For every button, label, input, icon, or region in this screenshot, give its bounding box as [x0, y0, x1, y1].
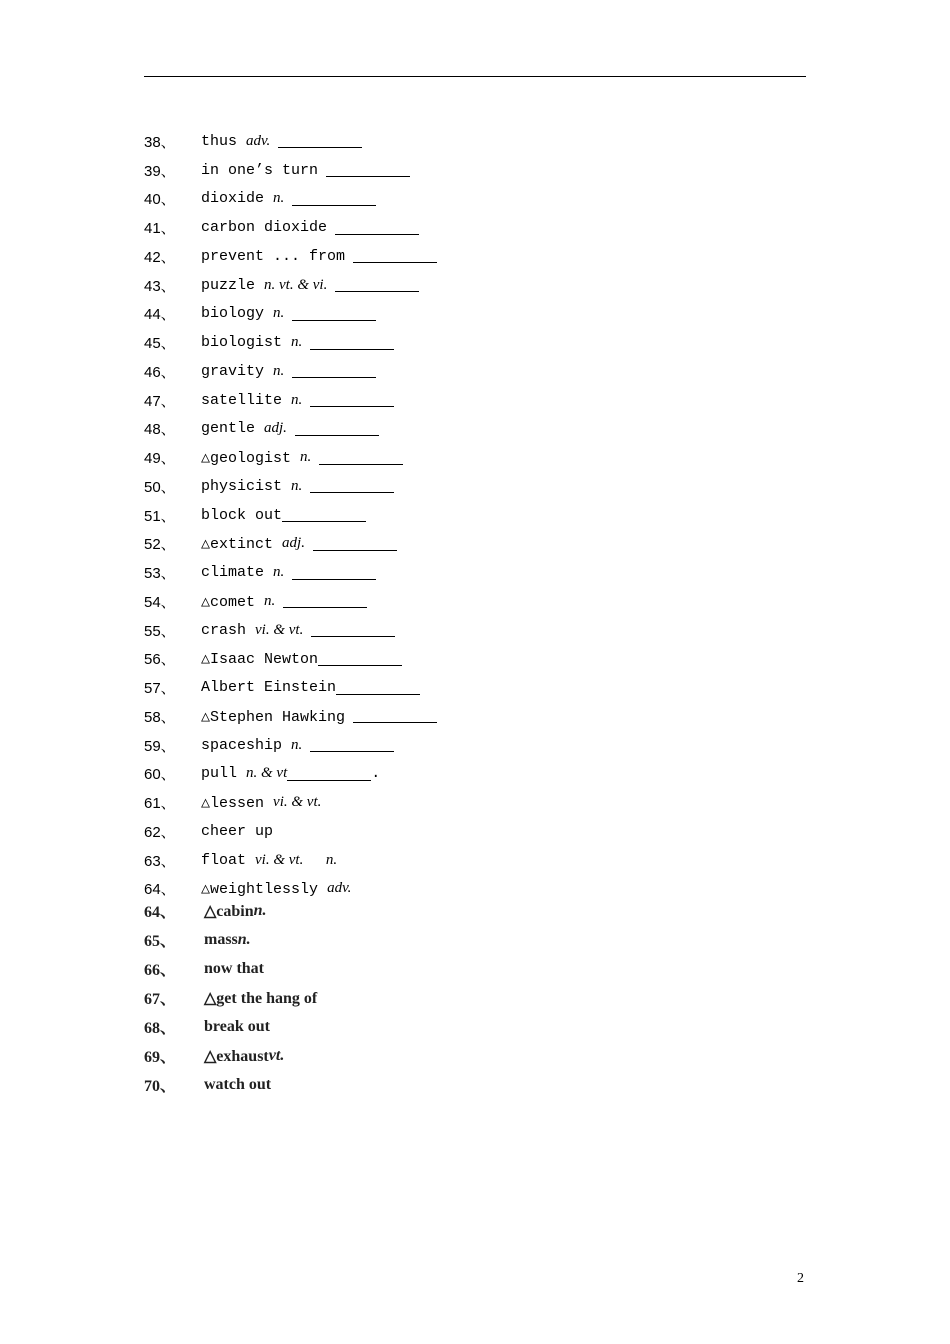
answer-blank[interactable] — [311, 623, 395, 637]
answer-blank[interactable] — [335, 278, 419, 292]
answer-blank[interactable] — [310, 738, 394, 752]
item-word: △weightlessly — [201, 881, 328, 899]
item-word: climate — [201, 564, 274, 582]
item-number: 56、 — [144, 651, 176, 669]
item-part-of-speech: adj. — [282, 535, 305, 552]
item-number: 58、 — [144, 708, 176, 726]
answer-blank[interactable] — [292, 192, 376, 206]
vocab-item — [144, 213, 784, 242]
answer-blank[interactable] — [310, 479, 394, 493]
item-number: 46、 — [144, 363, 176, 381]
item-number: 64、 — [144, 904, 177, 921]
header-rule — [144, 76, 806, 77]
item-number: 40、 — [144, 191, 176, 209]
answer-blank[interactable] — [292, 307, 376, 321]
item-word: gravity — [201, 362, 274, 380]
item-part-of-speech: n. — [291, 736, 303, 753]
vocab-item — [144, 817, 784, 846]
item-word: break out — [204, 1017, 270, 1035]
vocab-item — [144, 127, 784, 156]
item-word: △cabin — [204, 902, 254, 920]
answer-blank[interactable] — [282, 508, 366, 522]
vocab-item — [144, 673, 784, 702]
item-part-of-speech: adj. — [264, 420, 287, 437]
item-number: 53、 — [144, 565, 176, 583]
vocab-item — [144, 300, 784, 329]
answer-blank[interactable] — [295, 422, 379, 436]
item-part-of-speech: n. — [273, 190, 285, 207]
item-word: biology — [201, 305, 274, 323]
answer-blank[interactable] — [292, 566, 376, 580]
item-number: 69、 — [144, 1049, 177, 1066]
bold-vocab-item — [144, 1041, 784, 1070]
item-word: prevent ... from — [201, 247, 346, 265]
item-number: 43、 — [144, 277, 176, 295]
item-word: block out — [201, 506, 283, 524]
item-number: 61、 — [144, 795, 176, 813]
item-number: 47、 — [144, 392, 176, 410]
answer-blank[interactable] — [353, 249, 437, 263]
item-word: thus — [201, 132, 247, 150]
item-word: △extinct — [201, 536, 283, 554]
item-word: satellite — [201, 391, 292, 409]
vocab-item — [144, 271, 784, 300]
answer-blank[interactable] — [283, 594, 367, 608]
bold-vocab-item — [144, 896, 784, 925]
item-part-of-speech: n. — [291, 391, 303, 408]
vocab-item — [144, 760, 784, 789]
answer-blank[interactable] — [310, 393, 394, 407]
item-word: pull — [201, 765, 247, 783]
bold-vocab-item — [144, 1012, 784, 1041]
item-part-of-speech: n. — [264, 592, 276, 609]
item-number: 65、 — [144, 933, 177, 950]
vocab-item — [144, 242, 784, 271]
item-word: puzzle — [201, 276, 265, 294]
item-word: △lessen — [201, 795, 274, 813]
item-part-of-speech: n. — [273, 305, 285, 322]
item-part-of-speech: vi. & vt. — [273, 794, 322, 811]
answer-blank[interactable] — [326, 163, 410, 177]
vocab-item — [144, 472, 784, 501]
item-word: physicist — [201, 477, 292, 495]
answer-blank[interactable] — [292, 364, 376, 378]
item-number: 45、 — [144, 335, 176, 353]
answer-blank[interactable] — [335, 221, 419, 235]
item-number: 67、 — [144, 991, 177, 1008]
item-part-of-speech: vt. — [268, 1046, 285, 1064]
item-word: biologist — [201, 334, 292, 352]
vocab-item — [144, 415, 784, 444]
item-word: watch out — [204, 1075, 272, 1093]
item-word: △get the hang of — [204, 989, 318, 1007]
item-part-of-speech: n. — [237, 930, 251, 948]
item-word: △geologist — [201, 450, 301, 468]
item-part-of-speech: adv. — [327, 880, 352, 897]
item-number: 42、 — [144, 248, 176, 266]
item-word: carbon dioxide — [201, 219, 328, 237]
item-part-of-speech: adv. — [246, 132, 271, 149]
item-word: △Stephen Hawking — [201, 708, 346, 726]
vocab-item — [144, 558, 784, 587]
item-part-of-speech: n. — [253, 901, 267, 919]
item-number: 64、 — [144, 881, 176, 899]
item-part-of-speech: vi. & vt. n. — [255, 851, 338, 868]
item-number: 70、 — [144, 1078, 177, 1095]
item-word: in one’s turn — [201, 161, 319, 179]
page-number: 2 — [797, 1271, 804, 1286]
item-number: 41、 — [144, 220, 176, 238]
vocab-item — [144, 616, 784, 645]
vocab-item — [144, 587, 784, 616]
item-number: 49、 — [144, 450, 176, 468]
item-part-of-speech: n. vt. & vi. — [264, 276, 328, 293]
answer-blank[interactable] — [318, 652, 402, 666]
answer-blank[interactable] — [353, 709, 437, 723]
vocab-item — [144, 357, 784, 386]
item-word: float — [201, 851, 256, 869]
item-word: crash — [201, 621, 256, 639]
item-part-of-speech: n. — [300, 449, 312, 466]
item-number: 60、 — [144, 766, 176, 784]
item-word: △Isaac Newton — [201, 651, 319, 669]
item-number: 44、 — [144, 306, 176, 324]
item-number: 63、 — [144, 852, 176, 870]
item-part-of-speech: n. — [273, 362, 285, 379]
bold-vocab-item — [144, 925, 784, 954]
item-number: 66、 — [144, 962, 177, 979]
item-part-of-speech: vi. & vt. — [255, 621, 304, 638]
item-number: 54、 — [144, 593, 176, 611]
vocab-item — [144, 501, 784, 530]
answer-blank[interactable] — [336, 681, 420, 695]
vocab-item — [144, 185, 784, 214]
vocab-item — [144, 846, 784, 875]
vocabulary-list — [144, 127, 784, 903]
item-part-of-speech: n. — [291, 334, 303, 351]
item-word: mass — [204, 930, 238, 948]
item-number: 39、 — [144, 162, 176, 180]
item-number: 52、 — [144, 536, 176, 554]
item-number: 38、 — [144, 133, 176, 151]
vocab-item — [144, 702, 784, 731]
bold-vocab-item — [144, 954, 784, 983]
item-number: 59、 — [144, 737, 176, 755]
item-number: 50、 — [144, 478, 176, 496]
vocab-item — [144, 788, 784, 817]
answer-blank[interactable] — [278, 134, 362, 148]
item-word: spaceship — [201, 736, 292, 754]
item-suffix: . — [371, 765, 381, 783]
item-word: Albert Einstein — [201, 679, 337, 697]
vocab-item — [144, 386, 784, 415]
item-number: 55、 — [144, 622, 176, 640]
vocab-item — [144, 731, 784, 760]
item-number: 68、 — [144, 1020, 177, 1037]
item-part-of-speech: n. — [291, 477, 303, 494]
item-number: 57、 — [144, 680, 176, 698]
answer-blank[interactable] — [319, 451, 403, 465]
vocab-item — [144, 328, 784, 357]
item-word: dioxide — [201, 190, 274, 208]
answer-blank[interactable] — [287, 767, 371, 781]
vocab-item — [144, 645, 784, 674]
bold-vocab-item — [144, 1070, 784, 1099]
item-word: gentle — [201, 420, 265, 438]
vocab-item — [144, 443, 784, 472]
item-word: now that — [204, 959, 265, 977]
bold-vocabulary-list — [144, 896, 784, 1099]
answer-blank[interactable] — [313, 537, 397, 551]
item-number: 62、 — [144, 823, 176, 841]
item-word: cheer up — [201, 822, 274, 840]
item-number: 51、 — [144, 507, 176, 525]
item-word: △comet — [201, 593, 265, 611]
vocab-item — [144, 530, 784, 559]
item-part-of-speech: n. & vt — [246, 765, 288, 782]
item-part-of-speech: n. — [273, 564, 285, 581]
answer-blank[interactable] — [310, 336, 394, 350]
item-word: △exhaust — [204, 1047, 269, 1065]
item-number: 48、 — [144, 421, 176, 439]
bold-vocab-item — [144, 983, 784, 1012]
vocab-item — [144, 156, 784, 185]
